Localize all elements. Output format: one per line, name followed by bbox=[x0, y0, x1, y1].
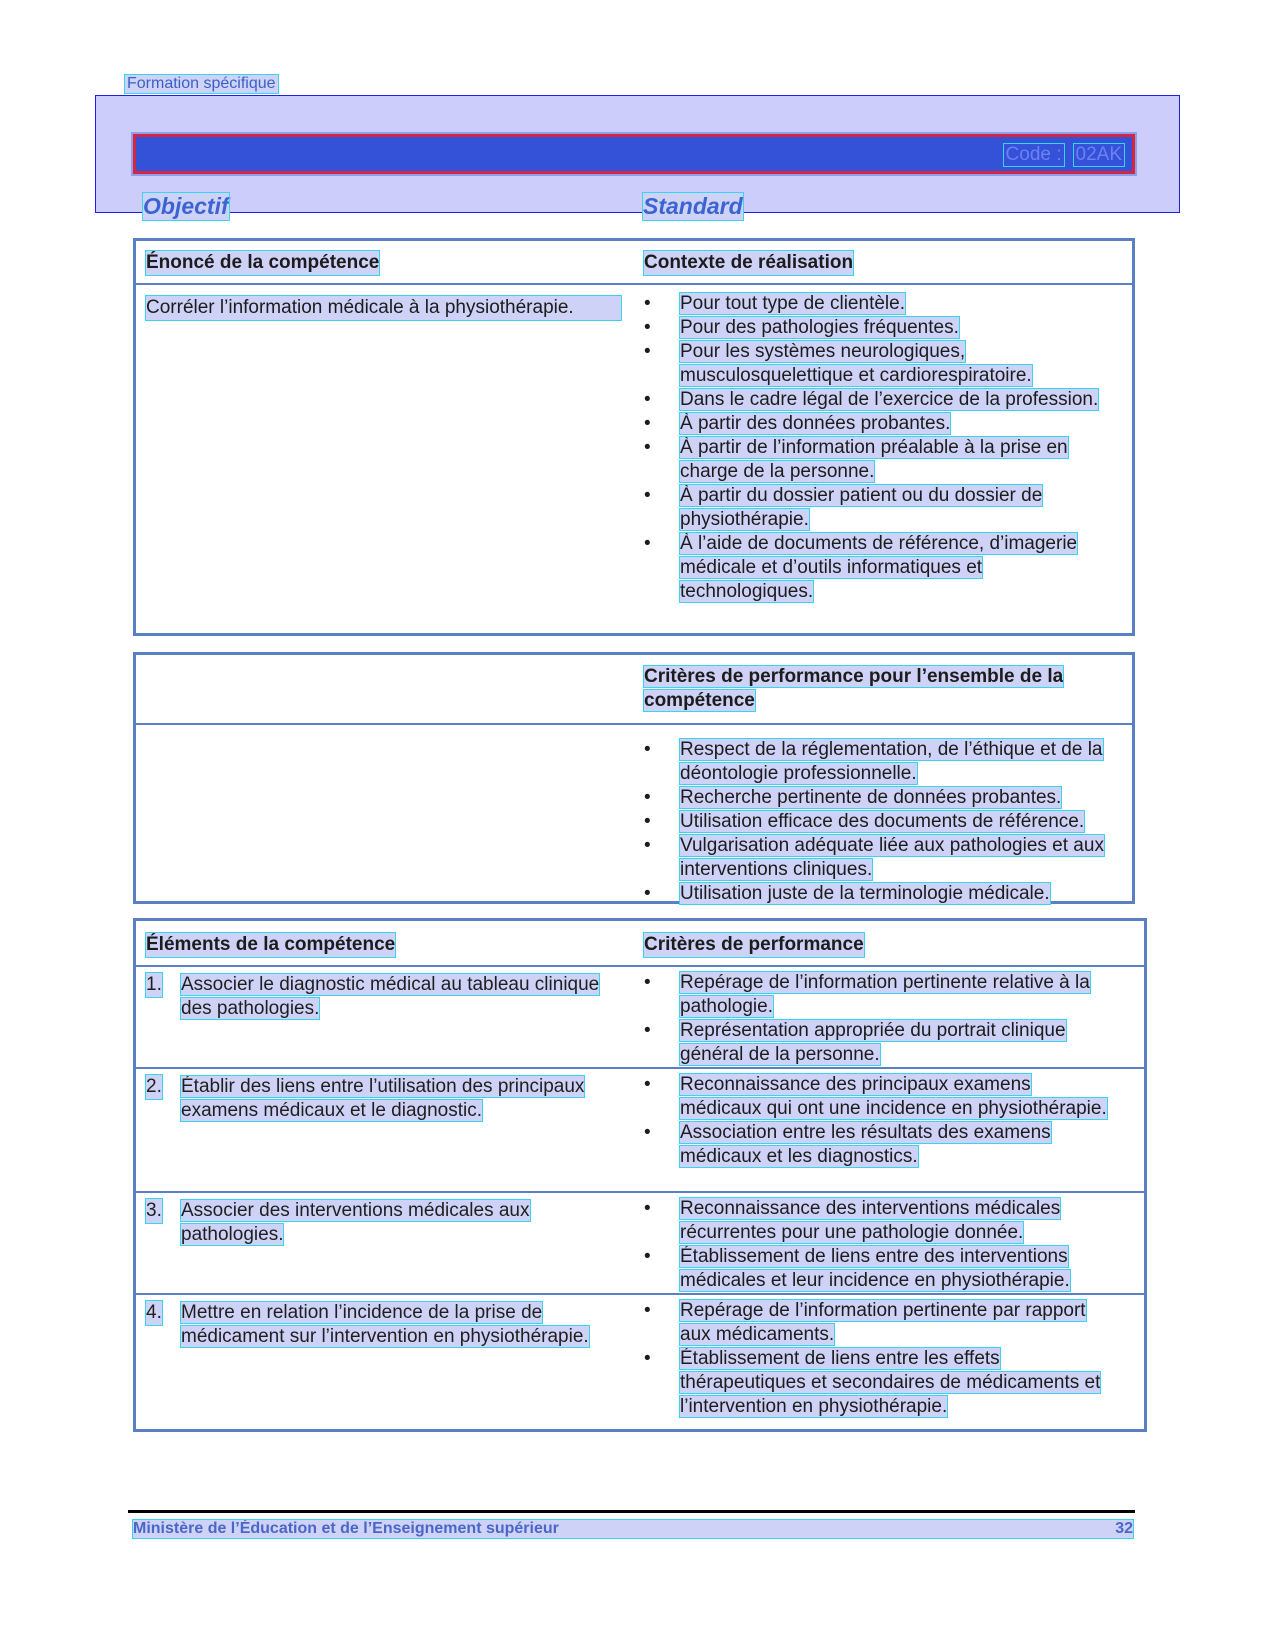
list-item bbox=[644, 340, 1104, 388]
global-criteria-table bbox=[133, 652, 1135, 904]
list-item-text: Établissement de liens entre des interventions médicales et leur incidence en physiothérapie. bbox=[680, 1246, 1070, 1291]
list-item bbox=[644, 436, 1104, 484]
global-criteria-list bbox=[644, 738, 1104, 906]
list-item bbox=[644, 1019, 1114, 1067]
global-criteria-heading bbox=[644, 665, 1104, 713]
list-item-text: Reconnaissance des principaux examens médicaux qui ont une incidence en physiothérapie. bbox=[680, 1074, 1107, 1119]
competency-statement: Corréler l’information médicale à la physiothérapie. bbox=[146, 296, 621, 320]
list-item-text: Association entre les résultats des examens médicaux et les diagnostics. bbox=[680, 1122, 1051, 1167]
list-item-text: Utilisation efficace des documents de référence. bbox=[680, 811, 1085, 832]
list-item-text: À l’aide de documents de référence, d’imagerie médicale et d’outils informatiques et technologiques. bbox=[680, 533, 1078, 602]
table-row bbox=[136, 1293, 1144, 1429]
statement-heading: Énoncé de la compétence bbox=[146, 252, 380, 273]
list-item-text: Recherche pertinente de données probantes. bbox=[680, 787, 1062, 808]
table-row bbox=[136, 1067, 1144, 1193]
list-item bbox=[644, 388, 1104, 412]
element-number: 1. bbox=[146, 974, 162, 995]
element-text bbox=[181, 973, 611, 1021]
statement-table bbox=[133, 238, 1135, 636]
competency-code bbox=[1004, 144, 1124, 166]
list-item-text: À partir des données probantes. bbox=[680, 413, 951, 434]
element-text bbox=[181, 1199, 611, 1247]
list-item bbox=[644, 484, 1104, 532]
list-item bbox=[644, 292, 1104, 316]
code-label: Code : bbox=[1005, 144, 1062, 165]
context-heading: Contexte de réalisation bbox=[644, 252, 854, 273]
table-header-row bbox=[136, 655, 1132, 725]
list-item bbox=[644, 786, 1104, 810]
element-number: 3. bbox=[146, 1200, 162, 1221]
list-item bbox=[644, 738, 1104, 786]
element-text bbox=[181, 1301, 611, 1349]
section-label: Formation spécifique bbox=[127, 75, 276, 92]
list-item bbox=[644, 1121, 1114, 1169]
element-text-content: Mettre en relation l’incidence de la prise de médicament sur l’intervention en physiothérapie. bbox=[181, 1302, 589, 1347]
list-item bbox=[644, 1197, 1114, 1245]
list-item bbox=[644, 971, 1114, 1019]
code-value: 02AK bbox=[1075, 144, 1122, 165]
list-item-text: Pour des pathologies fréquentes. bbox=[680, 317, 959, 338]
page-number: 32 bbox=[1115, 1520, 1133, 1537]
list-item-text: À partir de l’information préalable à la prise en charge de la personne. bbox=[680, 437, 1068, 482]
list-item-text: Repérage de l’information pertinente relative à la pathologie. bbox=[680, 972, 1090, 1017]
list-item-text: À partir du dossier patient ou du dossier de physiothérapie. bbox=[680, 485, 1043, 530]
element-criteria-list bbox=[644, 971, 1114, 1067]
list-item bbox=[644, 1299, 1114, 1347]
list-item-text: Établissement de liens entre les effets thérapeutiques et secondaires de médicaments et l’intervention en physiothérapie. bbox=[680, 1348, 1101, 1417]
list-item bbox=[644, 882, 1104, 906]
elements-table bbox=[133, 918, 1147, 1432]
table-header-row bbox=[136, 921, 1144, 967]
list-item bbox=[644, 1073, 1114, 1121]
standard-heading: Standard bbox=[643, 193, 743, 219]
element-number: 2. bbox=[146, 1076, 162, 1097]
list-item bbox=[644, 1347, 1114, 1419]
code-bar bbox=[133, 134, 1135, 174]
footer-rule bbox=[128, 1510, 1135, 1513]
element-text-content: Établir des liens entre l’utilisation des principaux examens médicaux et le diagnostic. bbox=[181, 1076, 585, 1121]
list-item-text: Utilisation juste de la terminologie médicale. bbox=[680, 883, 1050, 904]
objective-heading: Objectif bbox=[143, 193, 229, 219]
element-text bbox=[181, 1075, 611, 1123]
list-item bbox=[644, 316, 1104, 340]
element-text-content: Associer le diagnostic médical au tableau clinique des pathologies. bbox=[181, 974, 600, 1019]
table-row bbox=[136, 1191, 1144, 1295]
footer bbox=[133, 1520, 1133, 1538]
list-item-text: Pour les systèmes neurologiques, musculosquelettique et cardiorespiratoire. bbox=[680, 341, 1032, 386]
list-item-text: Pour tout type de clientèle. bbox=[680, 293, 905, 314]
list-item-text: Reconnaissance des interventions médicales récurrentes pour une pathologie donnée. bbox=[680, 1198, 1061, 1243]
list-item bbox=[644, 834, 1104, 882]
table-row bbox=[136, 965, 1144, 1069]
element-criteria-list bbox=[644, 1197, 1114, 1293]
elements-heading: Éléments de la compétence bbox=[146, 934, 396, 955]
list-item-text: Repérage de l’information pertinente par rapport aux médicaments. bbox=[680, 1300, 1086, 1345]
list-item-text: Respect de la réglementation, de l’éthique et de la déontologie professionnelle. bbox=[680, 739, 1103, 784]
element-criteria-list bbox=[644, 1299, 1114, 1419]
list-item bbox=[644, 532, 1104, 604]
ministry-name: Ministère de l’Éducation et de l’Enseignement supérieur bbox=[133, 1520, 559, 1537]
element-criteria-list bbox=[644, 1073, 1114, 1169]
list-item bbox=[644, 810, 1104, 834]
context-list bbox=[644, 292, 1104, 604]
global-criteria-heading-text: Critères de performance pour l’ensemble de la compétence bbox=[644, 666, 1064, 711]
list-item bbox=[644, 412, 1104, 436]
list-item-text: Représentation appropriée du portrait clinique général de la personne. bbox=[680, 1020, 1066, 1065]
element-number: 4. bbox=[146, 1302, 162, 1323]
table-header-row bbox=[136, 241, 1132, 285]
list-item bbox=[644, 1245, 1114, 1293]
performance-heading: Critères de performance bbox=[644, 934, 864, 955]
element-text-content: Associer des interventions médicales aux pathologies. bbox=[181, 1200, 530, 1245]
list-item-text: Vulgarisation adéquate liée aux pathologies et aux interventions cliniques. bbox=[680, 835, 1104, 880]
list-item-text: Dans le cadre légal de l’exercice de la profession. bbox=[680, 389, 1099, 410]
